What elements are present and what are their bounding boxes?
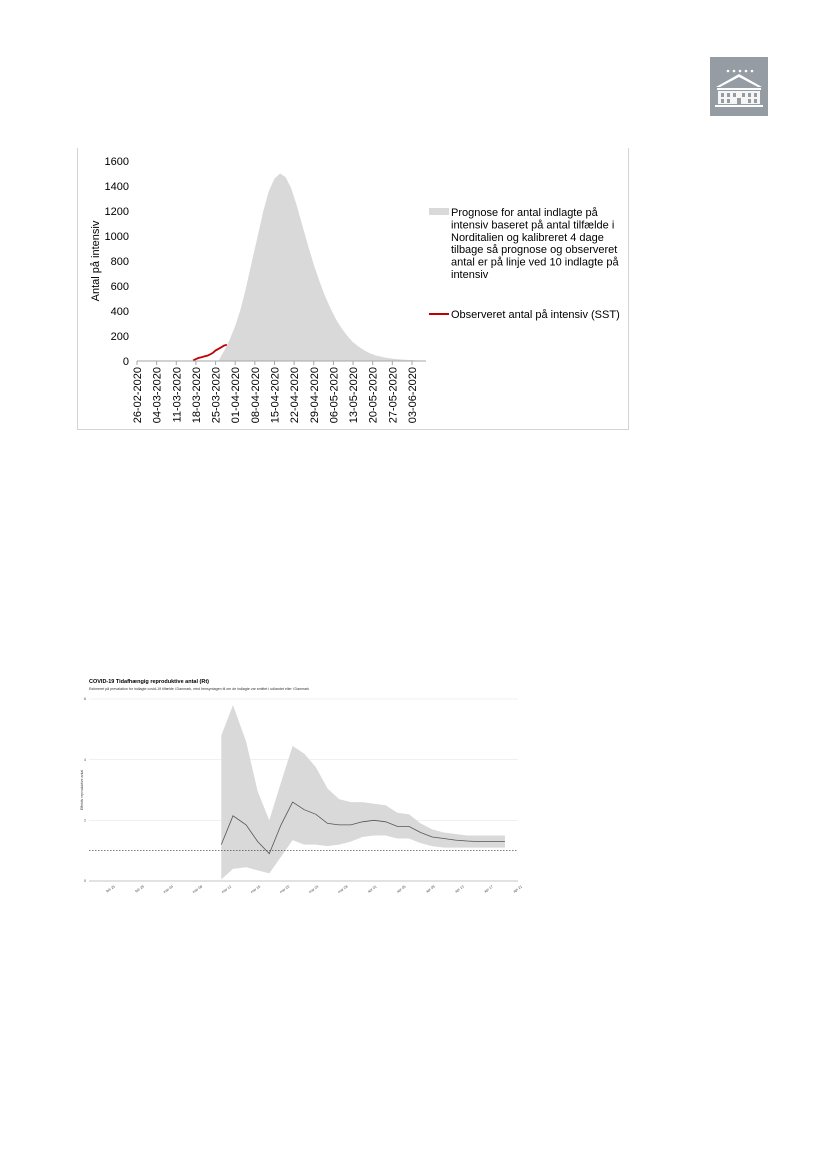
x-tick-label: mar 24 xyxy=(308,884,320,895)
y-tick-label: 6 xyxy=(84,697,86,702)
building-icon xyxy=(710,57,768,116)
x-tick-label: apr 17 xyxy=(483,884,494,894)
x-tick-label: 11-03-2020 xyxy=(171,367,184,423)
x-tick-label: 01-04-2020 xyxy=(230,367,243,424)
x-tick-label: feb 25 xyxy=(105,884,116,894)
x-tick-label: 13-05-2020 xyxy=(348,367,361,424)
x-tick-label: 22-04-2020 xyxy=(289,367,302,424)
y-tick-label: 1000 xyxy=(104,231,129,243)
x-tick-label: 04-03-2020 xyxy=(151,367,164,424)
y-tick-label: 2 xyxy=(84,818,86,823)
y-axis-label: Effektiv reproduktive antal xyxy=(80,769,84,811)
x-tick-label: 25-03-2020 xyxy=(210,367,223,424)
y-tick-label: 1400 xyxy=(104,181,129,193)
confidence-band xyxy=(221,705,505,879)
y-tick-label: 800 xyxy=(110,256,129,268)
x-tick-label: 06-05-2020 xyxy=(328,367,341,424)
x-tick-label: 20-05-2020 xyxy=(367,367,380,424)
y-tick-label: 0 xyxy=(84,879,86,884)
legend-label-observed: Observeret antal på intensiv (SST) xyxy=(451,309,620,321)
y-axis-label: Antal på intensiv xyxy=(90,220,102,302)
x-tick-label: apr 09 xyxy=(425,884,436,894)
x-tick-label: mar 16 xyxy=(249,884,262,895)
institution-logo xyxy=(710,57,768,116)
y-tick-label: 200 xyxy=(110,331,129,343)
y-tick-label: 1200 xyxy=(104,206,129,218)
x-tick-label: apr 13 xyxy=(454,884,465,894)
x-tick-label: 29-04-2020 xyxy=(308,367,321,424)
x-tick-label: 26-02-2020 xyxy=(132,367,144,424)
y-tick-label: 4 xyxy=(84,757,86,762)
y-tick-label: 600 xyxy=(110,281,129,293)
x-tick-label: 15-04-2020 xyxy=(269,367,282,424)
rt-chart xyxy=(80,672,525,907)
x-tick-label: mar 28 xyxy=(337,884,349,895)
legend-swatch-forecast xyxy=(429,208,449,215)
x-tick-label: 27-05-2020 xyxy=(387,367,400,424)
x-tick-label: mar 04 xyxy=(162,884,174,895)
x-tick-label: feb 29 xyxy=(134,884,145,894)
y-tick-label: 1600 xyxy=(104,156,129,168)
x-tick-label: 03-06-2020 xyxy=(406,367,419,424)
x-tick-label: mar 12 xyxy=(220,884,233,895)
chart-subtitle: Estimeret på prevalation for indlagte covid-19 tilfælde i Danmark, med hensyntagen til om de indlagte var smittet i udlandet eller i Danmark xyxy=(89,687,310,691)
x-tick-label: 18-03-2020 xyxy=(190,367,203,424)
x-tick-label: apr 01 xyxy=(367,884,378,894)
legend-label-forecast: Prognose for antal indlagte på intensiv baseret på antal tilfælde i Norditalien og kalibreret 4 dage tilbage så prognose og observeret antal er på linje ved 10 indlagte på intensiv xyxy=(451,207,619,281)
x-tick-label: mar 08 xyxy=(191,884,204,895)
legend xyxy=(429,207,620,321)
y-tick-label: 0 xyxy=(122,356,129,368)
icu-forecast-chart xyxy=(77,148,627,430)
x-tick-label: apr 21 xyxy=(512,884,523,894)
x-tick-label: apr 05 xyxy=(396,884,407,894)
chart-title: COVID-19 Tidafhængig reproduktive antal (Rt) xyxy=(89,679,209,685)
x-tick-label: mar 20 xyxy=(279,884,291,895)
x-tick-label: 08-04-2020 xyxy=(249,367,262,424)
y-tick-label: 400 xyxy=(110,306,129,318)
forecast-area xyxy=(218,174,420,362)
